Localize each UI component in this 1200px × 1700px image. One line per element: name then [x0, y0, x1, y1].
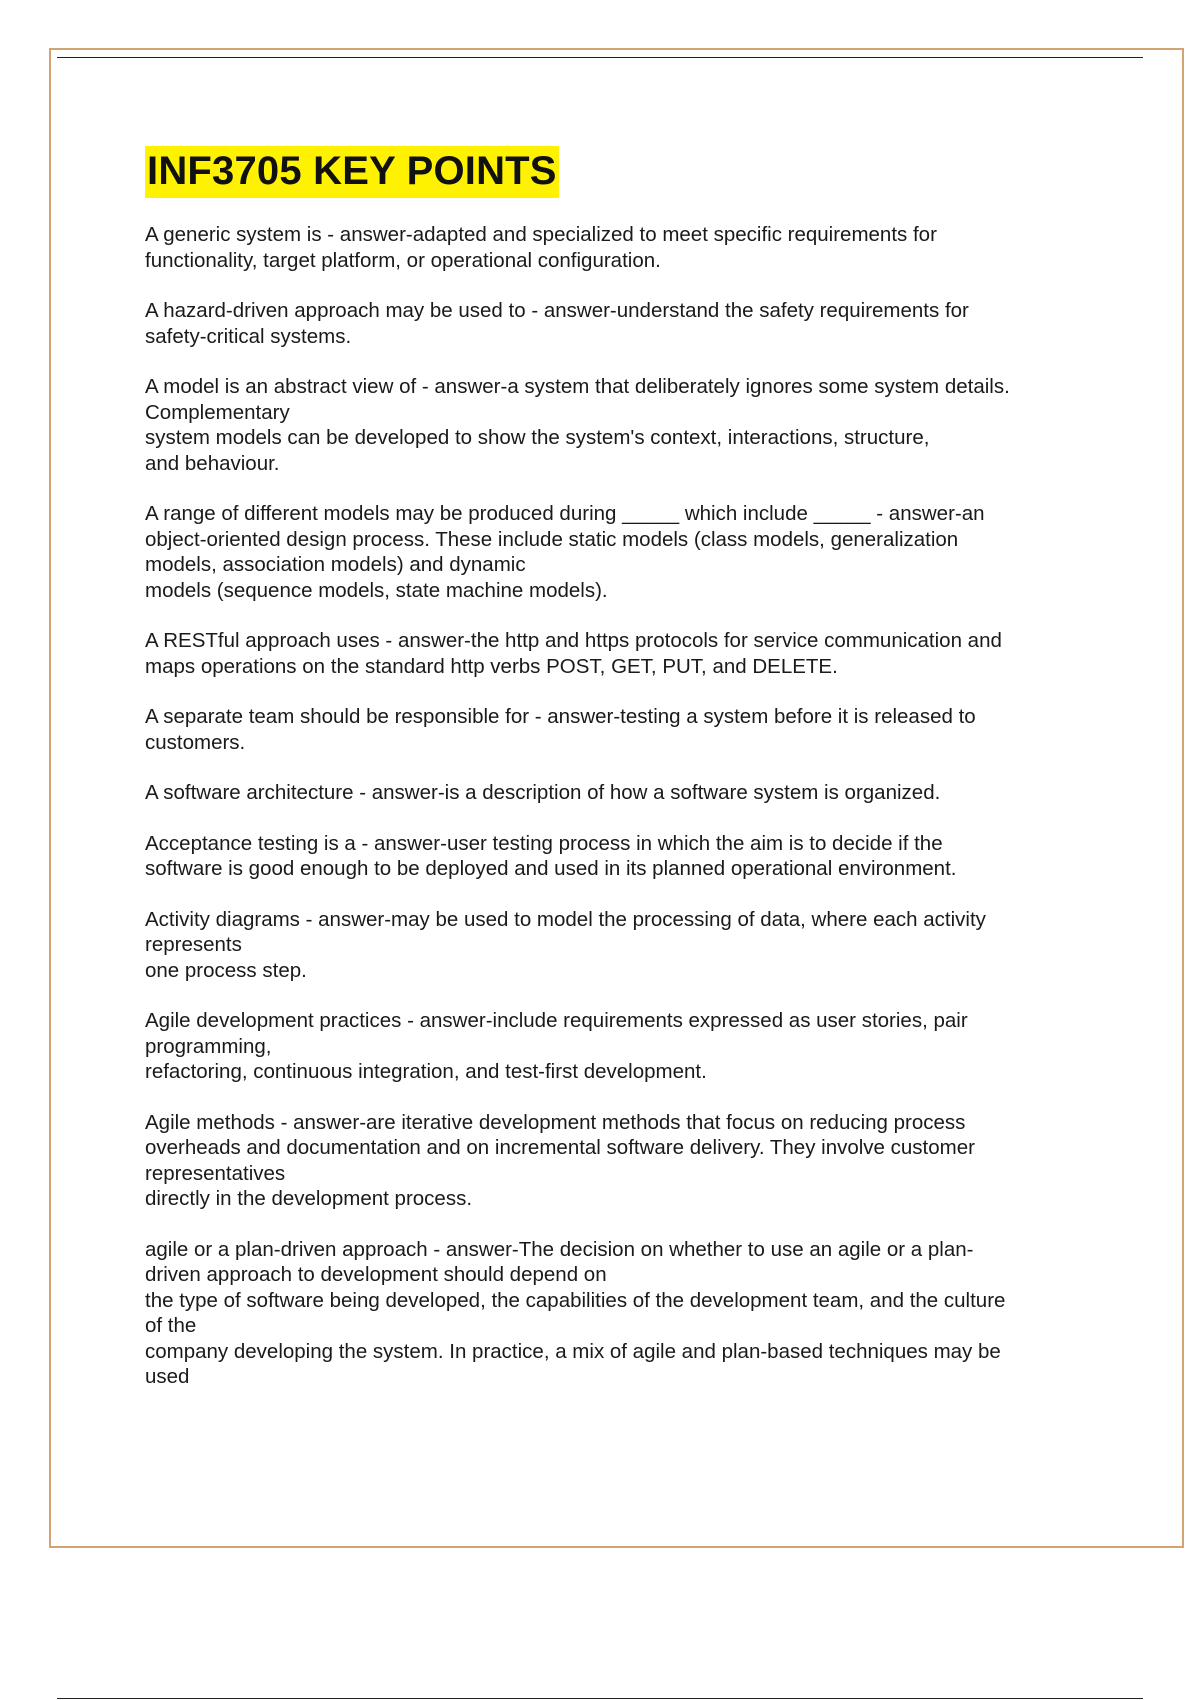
qa-entry: Agile development practices - answer-include requirements expressed as user stories, pair programming, refactoring, continuous integration, and test-first development.: [145, 1009, 968, 1083]
qa-entry: agile or a plan-driven approach - answer-The decision on whether to use an agile or a plan- driven approach to development should depend on the type of software being developed, the capabilities of the development team, and the culture of the company developing the system. In practice, a mix of agile and plan-based techniques may be used: [145, 1237, 1006, 1388]
qa-entry: Acceptance testing is a - answer-user testing process in which the aim is to decide if the software is good enough to be deployed and used in its planned operational environment.: [145, 831, 957, 880]
qa-entry: A generic system is - answer-adapted and specialized to meet specific requirements for functionality, target platform, or operational configuration.: [145, 223, 937, 272]
bottom-rule: [57, 1698, 1143, 1699]
qa-entry: Activity diagrams - answer-may be used to model the processing of data, where each activity represents one process step.: [145, 907, 986, 982]
qa-entry: Agile methods - answer-are iterative development methods that focus on reducing process overheads and documentation and on incremental software delivery. They involve customer representatives directly in the development process.: [145, 1110, 975, 1210]
qa-entry: A range of different models may be produced during _____ which include _____ - answer-an object-oriented design process. These include static models (class models, generalization models, association models) and dynamic models (sequence models, state machine models).: [145, 502, 985, 602]
qa-entry: A hazard-driven approach may be used to - answer-understand the safety requirements for safety-critical systems.: [145, 299, 969, 348]
qa-list: [145, 222, 1105, 1390]
document-body: [145, 146, 1105, 1415]
document-title: INF3705 KEY POINTS: [145, 146, 559, 198]
qa-entry: A separate team should be responsible for - answer-testing a system before it is released to customers.: [145, 705, 976, 754]
qa-entry: A RESTful approach uses - answer-the http and https protocols for service communication and maps operations on the standard http verbs POST, GET, PUT, and DELETE.: [145, 629, 1002, 678]
top-rule: [57, 57, 1143, 58]
qa-entry: A model is an abstract view of - answer-a system that deliberately ignores some system details. Complementary system models can be developed to show the system's context, interactions, structure, and behaviour.: [145, 375, 1010, 475]
qa-entry: A software architecture - answer-is a description of how a software system is organized.: [145, 781, 941, 804]
